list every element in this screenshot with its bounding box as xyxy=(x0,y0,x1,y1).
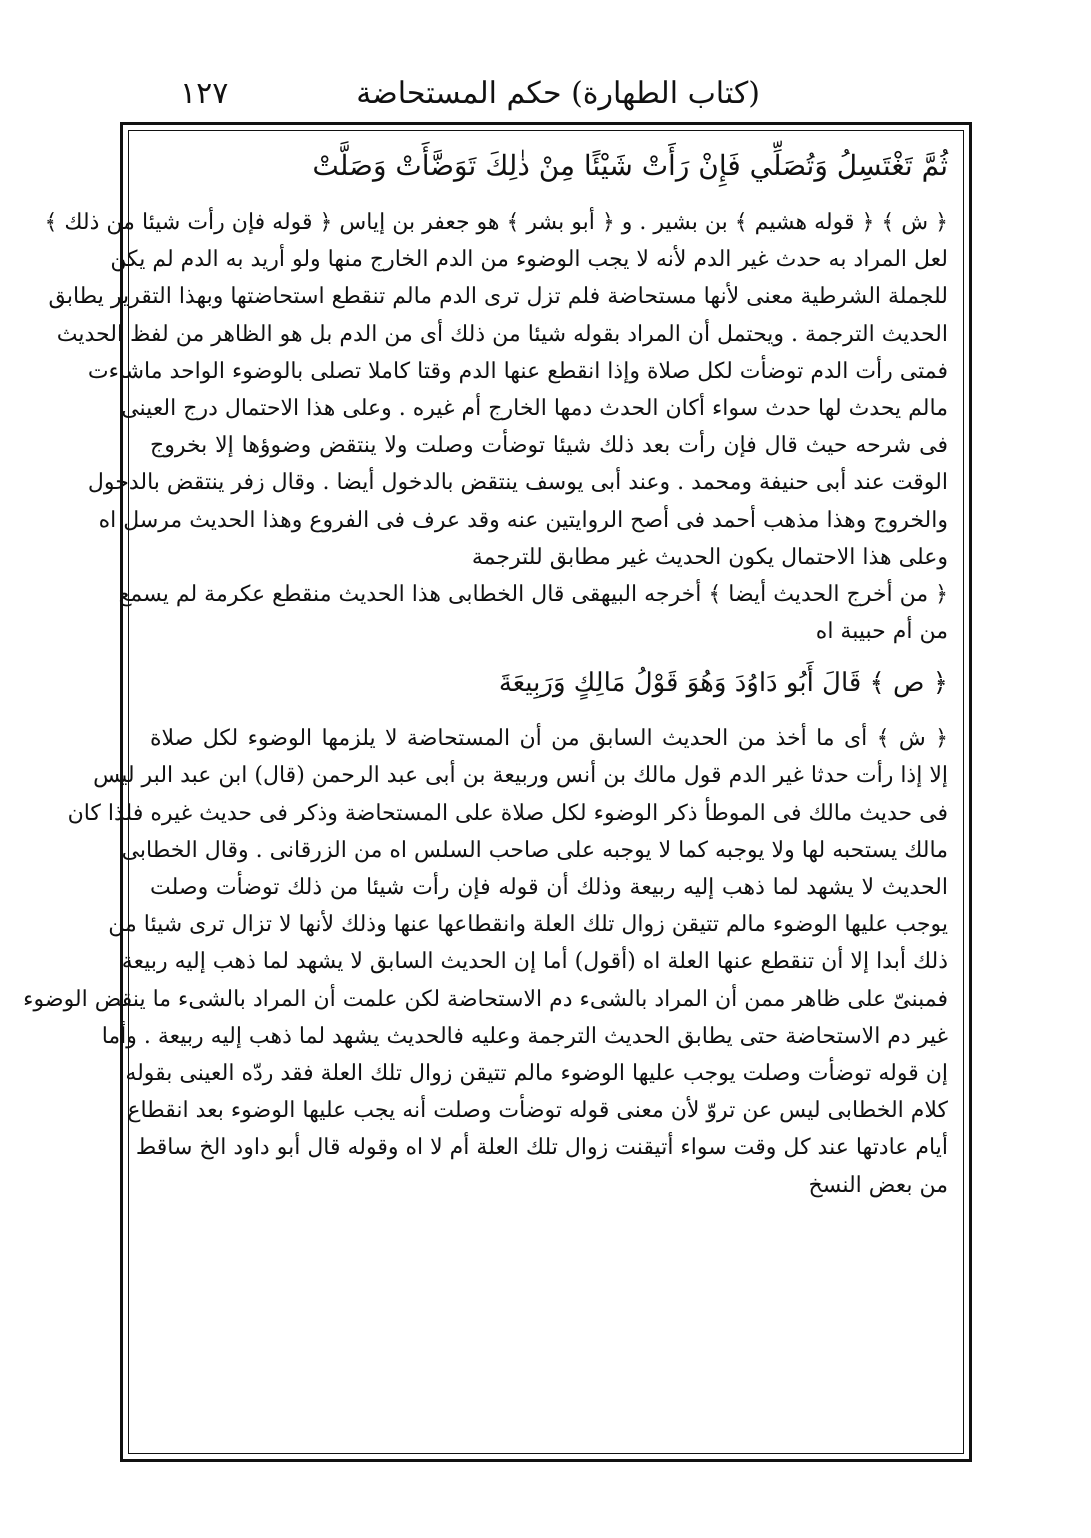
page-header xyxy=(150,72,970,118)
commentary-line: الحديث لا يشهد لما ذهب إليه ربيعة وذلك أن قوله فإن رأت شيئا من ذلك توضأت وصلت xyxy=(150,875,948,900)
commentary-line: فى شرحه حيث قال فإن رأت بعد ذلك شيئا توضأت وصلت ولا ينتقض وضوؤها إلا بخروج xyxy=(150,433,948,459)
commentary-line: ﴿ من أخرج الحديث أيضا ﴾ أخرجه البيهقى قال الخطابى هذا الحديث منقطع عكرمة لم يسمع xyxy=(118,581,948,607)
commentary-line: يوجب عليها الوضوء مالم تتيقن زوال تلك العلة وانقطاعها عنها وذلك لأنها لا تزال ترى شيئا من xyxy=(108,912,948,938)
commentary-line: من بعض النسخ xyxy=(808,1172,948,1198)
commentary-line: ذلك أبدا إلا أن تنقطع عنها العلة اه (أقول) أما إن الحديث السابق لا يشهد لما ذهب إليه ربيعة xyxy=(121,949,948,975)
commentary-line: مالك يستحبه لها ولا يوجبه كما لا يوجبه على صاحب السلس اه من الزرقانى . وقال الخطابى xyxy=(121,837,948,863)
commentary-line: فمتى رأت الدم توضأت لكل صلاة وإذا انقطع عنها الدم وقتا كاملا تصلى بالوضوء الواحد ماشاءت xyxy=(87,358,948,384)
hadith-text: ﴿ ص ﴾ قَالَ أَبُو دَاوُدَ وَهُوَ قَوْلُ مَالِكٍ وَرَبِيعَةَ xyxy=(498,668,948,699)
commentary-line: إلا إذا رأت حدثا غير الدم قول مالك بن أنس وربيعة بن أبى عبد الرحمن (قال) ابن عبد البر ليس xyxy=(93,763,948,789)
commentary-line: إن قوله توضأت وصلت يوجب عليها الوضوء مالم تتيقن زوال تلك العلة فقد ردّه العينى بقوله xyxy=(125,1060,948,1086)
commentary-block-1 xyxy=(44,204,948,650)
commentary-line: كلام الخطابى ليس عن تروّ لأن معنى قوله توضأت وصلت أنه يجب عليها الوضوء بعد انقطاع xyxy=(127,1098,948,1124)
commentary-line: مالم يحدث لها حدث سواء أكان الحدث دمها الخارج أم غيره . وعلى هذا الاحتمال درج العينى xyxy=(121,395,948,421)
commentary-line: ﴿ ش ﴾ ﴿ قوله هشيم ﴾ بن بشير . و ﴿ أبو بشر ﴾ هو جعفر بن إياس ﴿ قوله فإن رأت شيئا من ذلك ﴾ xyxy=(44,210,948,235)
commentary-line: أيام عادتها عند كل وقت سواء أتيقنت زوال تلك العلة أم لا اه وقوله قال أبو داود الخ ساقط xyxy=(135,1135,948,1161)
commentary-line: غير دم الاستحاضة حتى يطابق الحديث الترجمة وعليه فالحديث يشهد لما ذهب إليه ربيعة . وأما xyxy=(101,1023,948,1049)
commentary-line: وعلى هذا الاحتمال يكون الحديث غير مطابق للترجمة xyxy=(471,544,948,570)
commentary-line: الوقت عند أبى حنيفة ومحمد . وعند أبى يوسف ينتقض بالدخول أيضا . وقال زفر ينتقض بالدخول xyxy=(87,470,948,496)
page-number: ١٢٧ xyxy=(180,76,229,111)
commentary-line: من أم حبيبة اه xyxy=(815,619,948,645)
commentary-line: فى حديث مالك فى الموطأ ذكر الوضوء لكل صلاة على المستحاضة وذكر فى حديث غيره فلذا كان xyxy=(67,800,948,826)
commentary-line: للجملة الشرطية معنى لأنها مستحاضة فلم تزل ترى الدم مالم تنقطع استحاضتها وبهذا التقرير يطابق xyxy=(48,284,948,310)
commentary-line: الحديث الترجمة . ويحتمل أن المراد بقوله شيئا من ذلك أى من الدم بل هو الظاهر من لفظ الحديث xyxy=(56,321,948,347)
page-content xyxy=(23,138,948,1204)
commentary-line: لعل المراد به حدث غير الدم لأنه لا يجب الوضوء من الدم الخارج منها ولو أريد به الدم لم يكن xyxy=(110,247,948,273)
commentary-line: فمبنىّ على ظاهر ممن أن المراد بالشىء دم الاستحاضة لكن علمت أن المراد بالشىء ما ينقض الوضوء xyxy=(23,986,948,1012)
commentary-line: ﴿ ش ﴾ أى ما أخذ من الحديث السابق من أن المستحاضة لا يلزمها الوضوء لكل صلاة xyxy=(150,726,948,752)
commentary-block-2 xyxy=(23,720,948,1203)
running-title: (كتاب الطهارة) حكم المستحاضة xyxy=(356,76,760,111)
commentary-line: والخروج وهذا مذهب أحمد فى أصح الروايتين عنه وقد عرف فى الفروع وهذا الحديث مرسل اه xyxy=(98,507,948,533)
hadith-text: ثُمَّ تَغْتَسِلُ وَتُصَلِّي فَإِنْ رَأَتْ شَيْئًا مِنْ ذٰلِكَ تَوَضَّأَتْ وَصَلَّتْ xyxy=(312,149,948,182)
